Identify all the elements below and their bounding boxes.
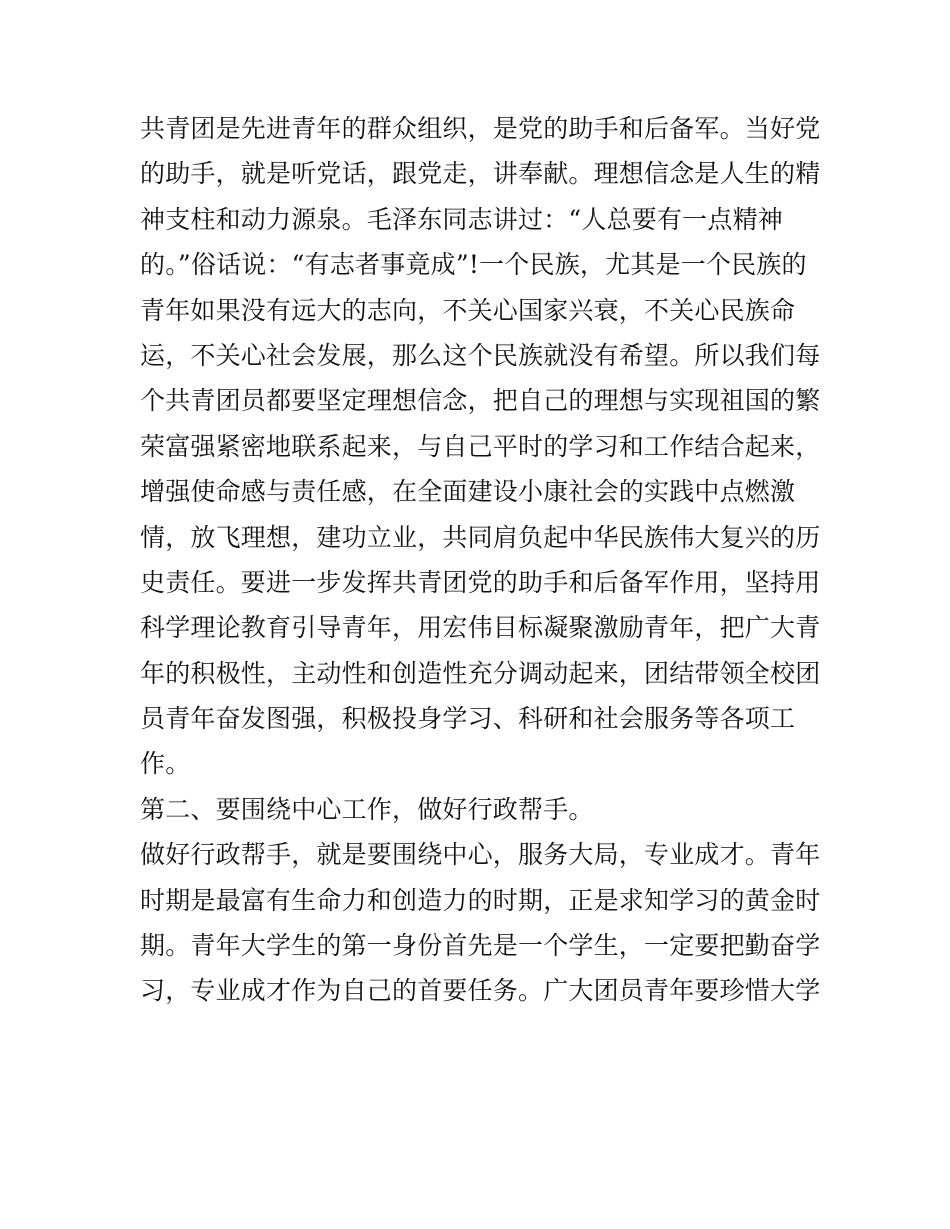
text-line: 的。”俗话说：“有志者事竟成”!一个民族，尤其是一个民族的: [140, 250, 807, 280]
text-line: 荣富强紧密地联系起来，与自己平时的学习和工作结合起来，: [140, 431, 821, 461]
text-line: 做好行政帮手，就是要围绕中心，服务大局，专业成才。青年: [140, 840, 821, 870]
text-line: 史责任。要进一步发挥共青团党的助手和后备军作用，坚持用: [140, 567, 821, 597]
section-heading: 第二、要围绕中心工作，做好行政帮手。: [140, 794, 594, 824]
text-line: 情，放飞理想，建功立业，共同肩负起中华民族伟大复兴的历: [140, 522, 821, 552]
text-line: 青年如果没有远大的志向，不关心国家兴衰，不关心民族命: [140, 295, 796, 325]
text-line: 运，不关心社会发展，那么这个民族就没有希望。所以我们每: [140, 340, 821, 370]
text-line: 年的积极性，主动性和创造性充分调动起来，团结带领全校团: [140, 658, 821, 688]
text-line: 个共青团员都要坚定理想信念，把自己的理想与实现祖国的繁: [140, 386, 821, 416]
text-line: 作。: [140, 749, 191, 779]
text-line: 习，专业成才作为自己的首要任务。广大团员青年要珍惜大学: [140, 976, 821, 1006]
text-line: 增强使命感与责任感，在全面建设小康社会的实践中点燃激: [140, 477, 796, 507]
body-text: [140, 106, 820, 1014]
text-line: 的助手，就是听党话，跟党走，讲奉献。理想信念是人生的精: [140, 159, 821, 189]
text-line: 期。青年大学生的第一身份首先是一个学生，一定要把勤奋学: [140, 931, 821, 961]
text-line: 时期是最富有生命力和创造力的时期，正是求知学习的黄金时: [140, 885, 821, 915]
text-line: 神支柱和动力源泉。毛泽东同志讲过：“人总要有一点精神: [140, 204, 783, 234]
text-line: 共青团是先进青年的群众组织，是党的助手和后备军。当好党: [140, 114, 821, 143]
text-line: 员青年奋发图强，积极投身学习、科研和社会服务等各项工: [140, 704, 796, 734]
text-line: 科学理论教育引导青年，用宏伟目标凝聚激励青年，把广大青: [140, 613, 821, 643]
